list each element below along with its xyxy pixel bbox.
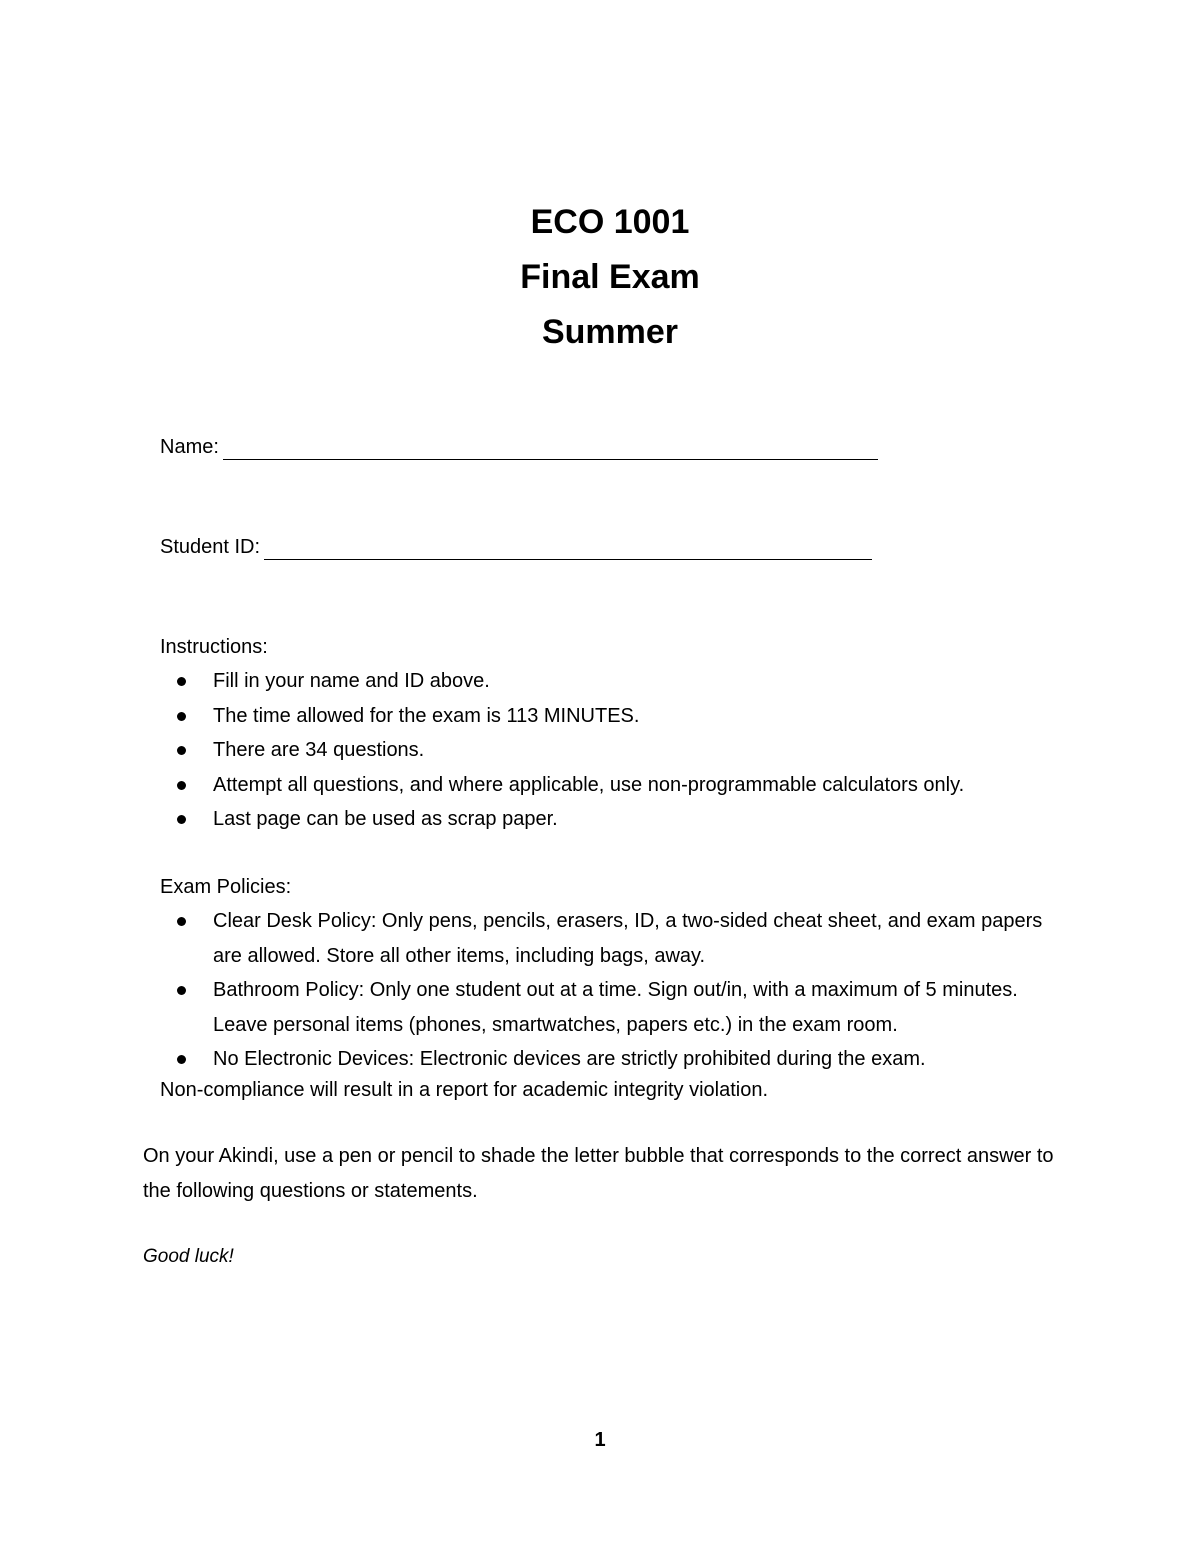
bullet-icon bbox=[177, 1055, 186, 1064]
list-item: Bathroom Policy: Only one student out at a time. Sign out/in, with a maximum of 5 minutes. Leave personal items (phones, smartwatches, papers etc.) in the exam room. bbox=[160, 973, 1060, 1042]
bullet-icon bbox=[177, 712, 186, 721]
student-id-field bbox=[160, 534, 872, 560]
list-item: The time allowed for the exam is 113 MINUTES. bbox=[160, 699, 1060, 734]
name-field bbox=[160, 434, 878, 460]
course-code: ECO 1001 bbox=[530, 203, 690, 241]
bullet-icon bbox=[177, 677, 186, 686]
instructions-heading: Instructions: bbox=[160, 636, 268, 658]
exam-title: Final Exam bbox=[520, 258, 700, 296]
student-id-label: Student ID: bbox=[160, 536, 261, 558]
akindi-instruction: On your Akindi, use a pen or pencil to shade the letter bubble that corresponds to the correct answer to the following questions or statements. bbox=[143, 1145, 1054, 1202]
bullet-icon bbox=[177, 917, 186, 926]
list-item: Fill in your name and ID above. bbox=[160, 664, 1060, 699]
exam-term: Summer bbox=[541, 313, 679, 351]
list-item: Clear Desk Policy: Only pens, pencils, erasers, ID, a two-sided cheat sheet, and exam papers are allowed. Store all other items, including bags, away. bbox=[160, 904, 1060, 973]
name-blank-line bbox=[223, 439, 878, 460]
list-item: There are 34 questions. bbox=[160, 733, 1060, 768]
instructions-list bbox=[160, 664, 1060, 837]
bullet-icon bbox=[177, 986, 186, 995]
list-item: No Electronic Devices: Electronic devices are strictly prohibited during the exam. bbox=[160, 1042, 1060, 1077]
exam-policies-list bbox=[160, 904, 1060, 1077]
title-block bbox=[0, 195, 1200, 360]
bullet-icon bbox=[177, 746, 186, 755]
name-label: Name: bbox=[160, 436, 219, 458]
list-item: Attempt all questions, and where applicable, use non-programmable calculators only. bbox=[160, 768, 1060, 803]
student-id-blank-line bbox=[264, 539, 872, 560]
good-luck-text: Good luck! bbox=[143, 1246, 234, 1267]
bullet-icon bbox=[177, 815, 186, 824]
list-item: Last page can be used as scrap paper. bbox=[160, 802, 1060, 837]
exam-policies-heading: Exam Policies: bbox=[160, 876, 292, 898]
noncompliance-notice: Non-compliance will result in a report for academic integrity violation. bbox=[160, 1079, 769, 1101]
page-number: 1 bbox=[594, 1429, 606, 1451]
bullet-icon bbox=[177, 781, 186, 790]
